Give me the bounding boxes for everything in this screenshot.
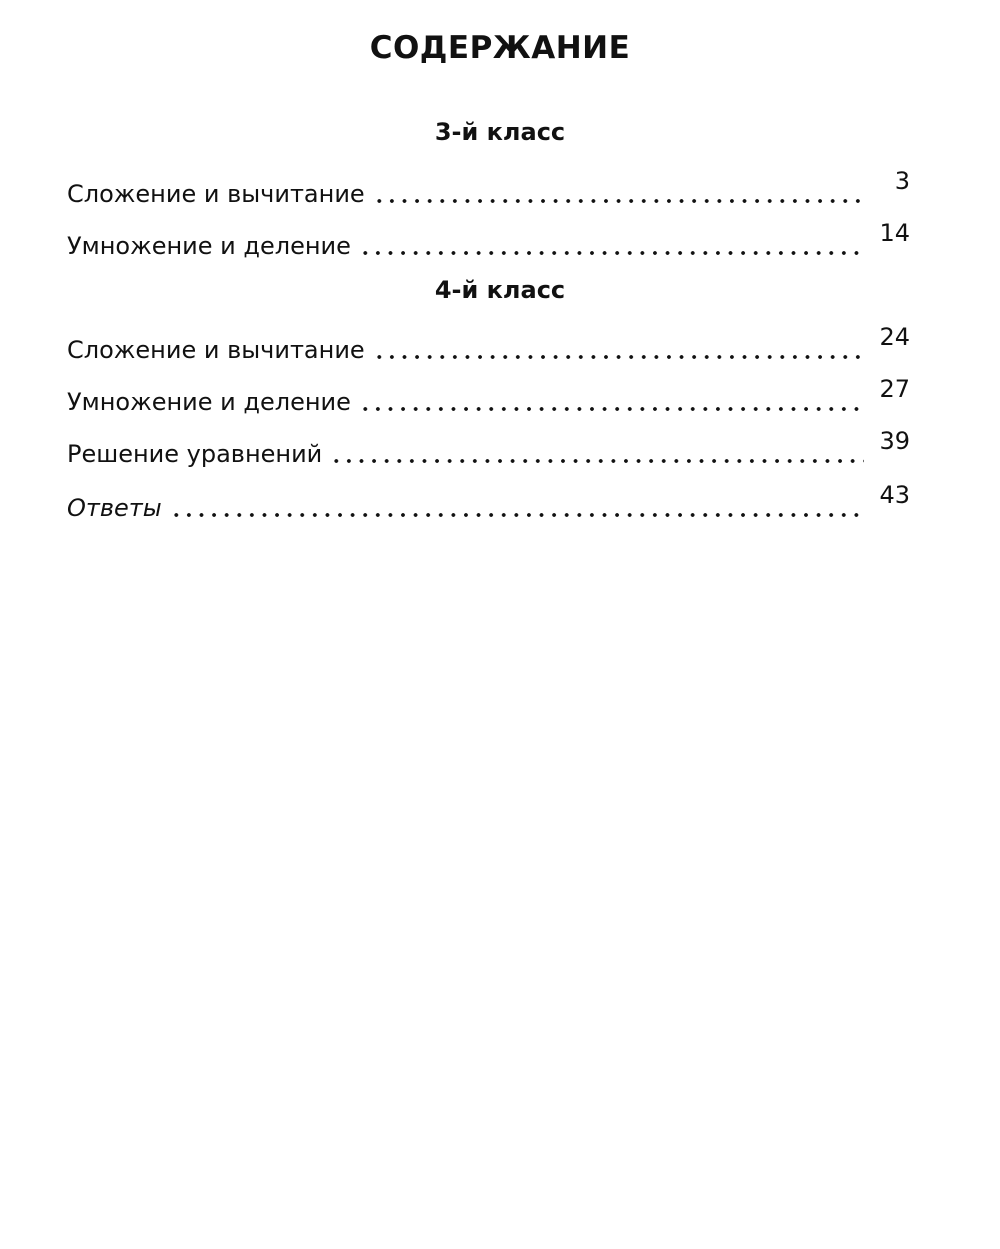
section-heading-grade-4: 4-й класс [434, 276, 566, 304]
toc-leader-dots [330, 459, 864, 463]
toc-entry-page: 24 [879, 323, 910, 351]
toc-entry-page: 27 [879, 375, 910, 403]
toc-leader-dots [170, 513, 864, 517]
toc-entry-label: Сложение и вычитание [67, 180, 365, 208]
toc-entry-label: Умножение и деление [67, 232, 351, 260]
toc-entry[interactable] [67, 428, 910, 468]
section-heading-grade-3: 3-й класс [434, 118, 566, 146]
toc-entry[interactable] [67, 168, 910, 208]
toc-entry-label: Умножение и деление [67, 388, 351, 416]
toc-entry-label: Сложение и вычитание [67, 336, 365, 364]
toc-entry-label: Решение уравнений [67, 440, 323, 468]
toc-entry-page: 43 [879, 481, 910, 509]
toc-leader-dots [359, 407, 864, 411]
page-title: СОДЕРЖАНИЕ [369, 30, 631, 66]
toc-entry-page: 3 [894, 167, 910, 195]
toc-entry[interactable] [67, 324, 910, 364]
toc-leader-dots [359, 251, 864, 255]
toc-entry-label: Ответы [67, 494, 162, 522]
toc-entry[interactable] [67, 376, 910, 416]
toc-leader-dots [373, 355, 864, 359]
toc-entry-page: 14 [879, 219, 910, 247]
toc-leader-dots [373, 199, 864, 203]
toc-entry[interactable] [67, 220, 910, 260]
toc-entry[interactable] [67, 482, 910, 522]
toc-entry-page: 39 [879, 427, 910, 455]
